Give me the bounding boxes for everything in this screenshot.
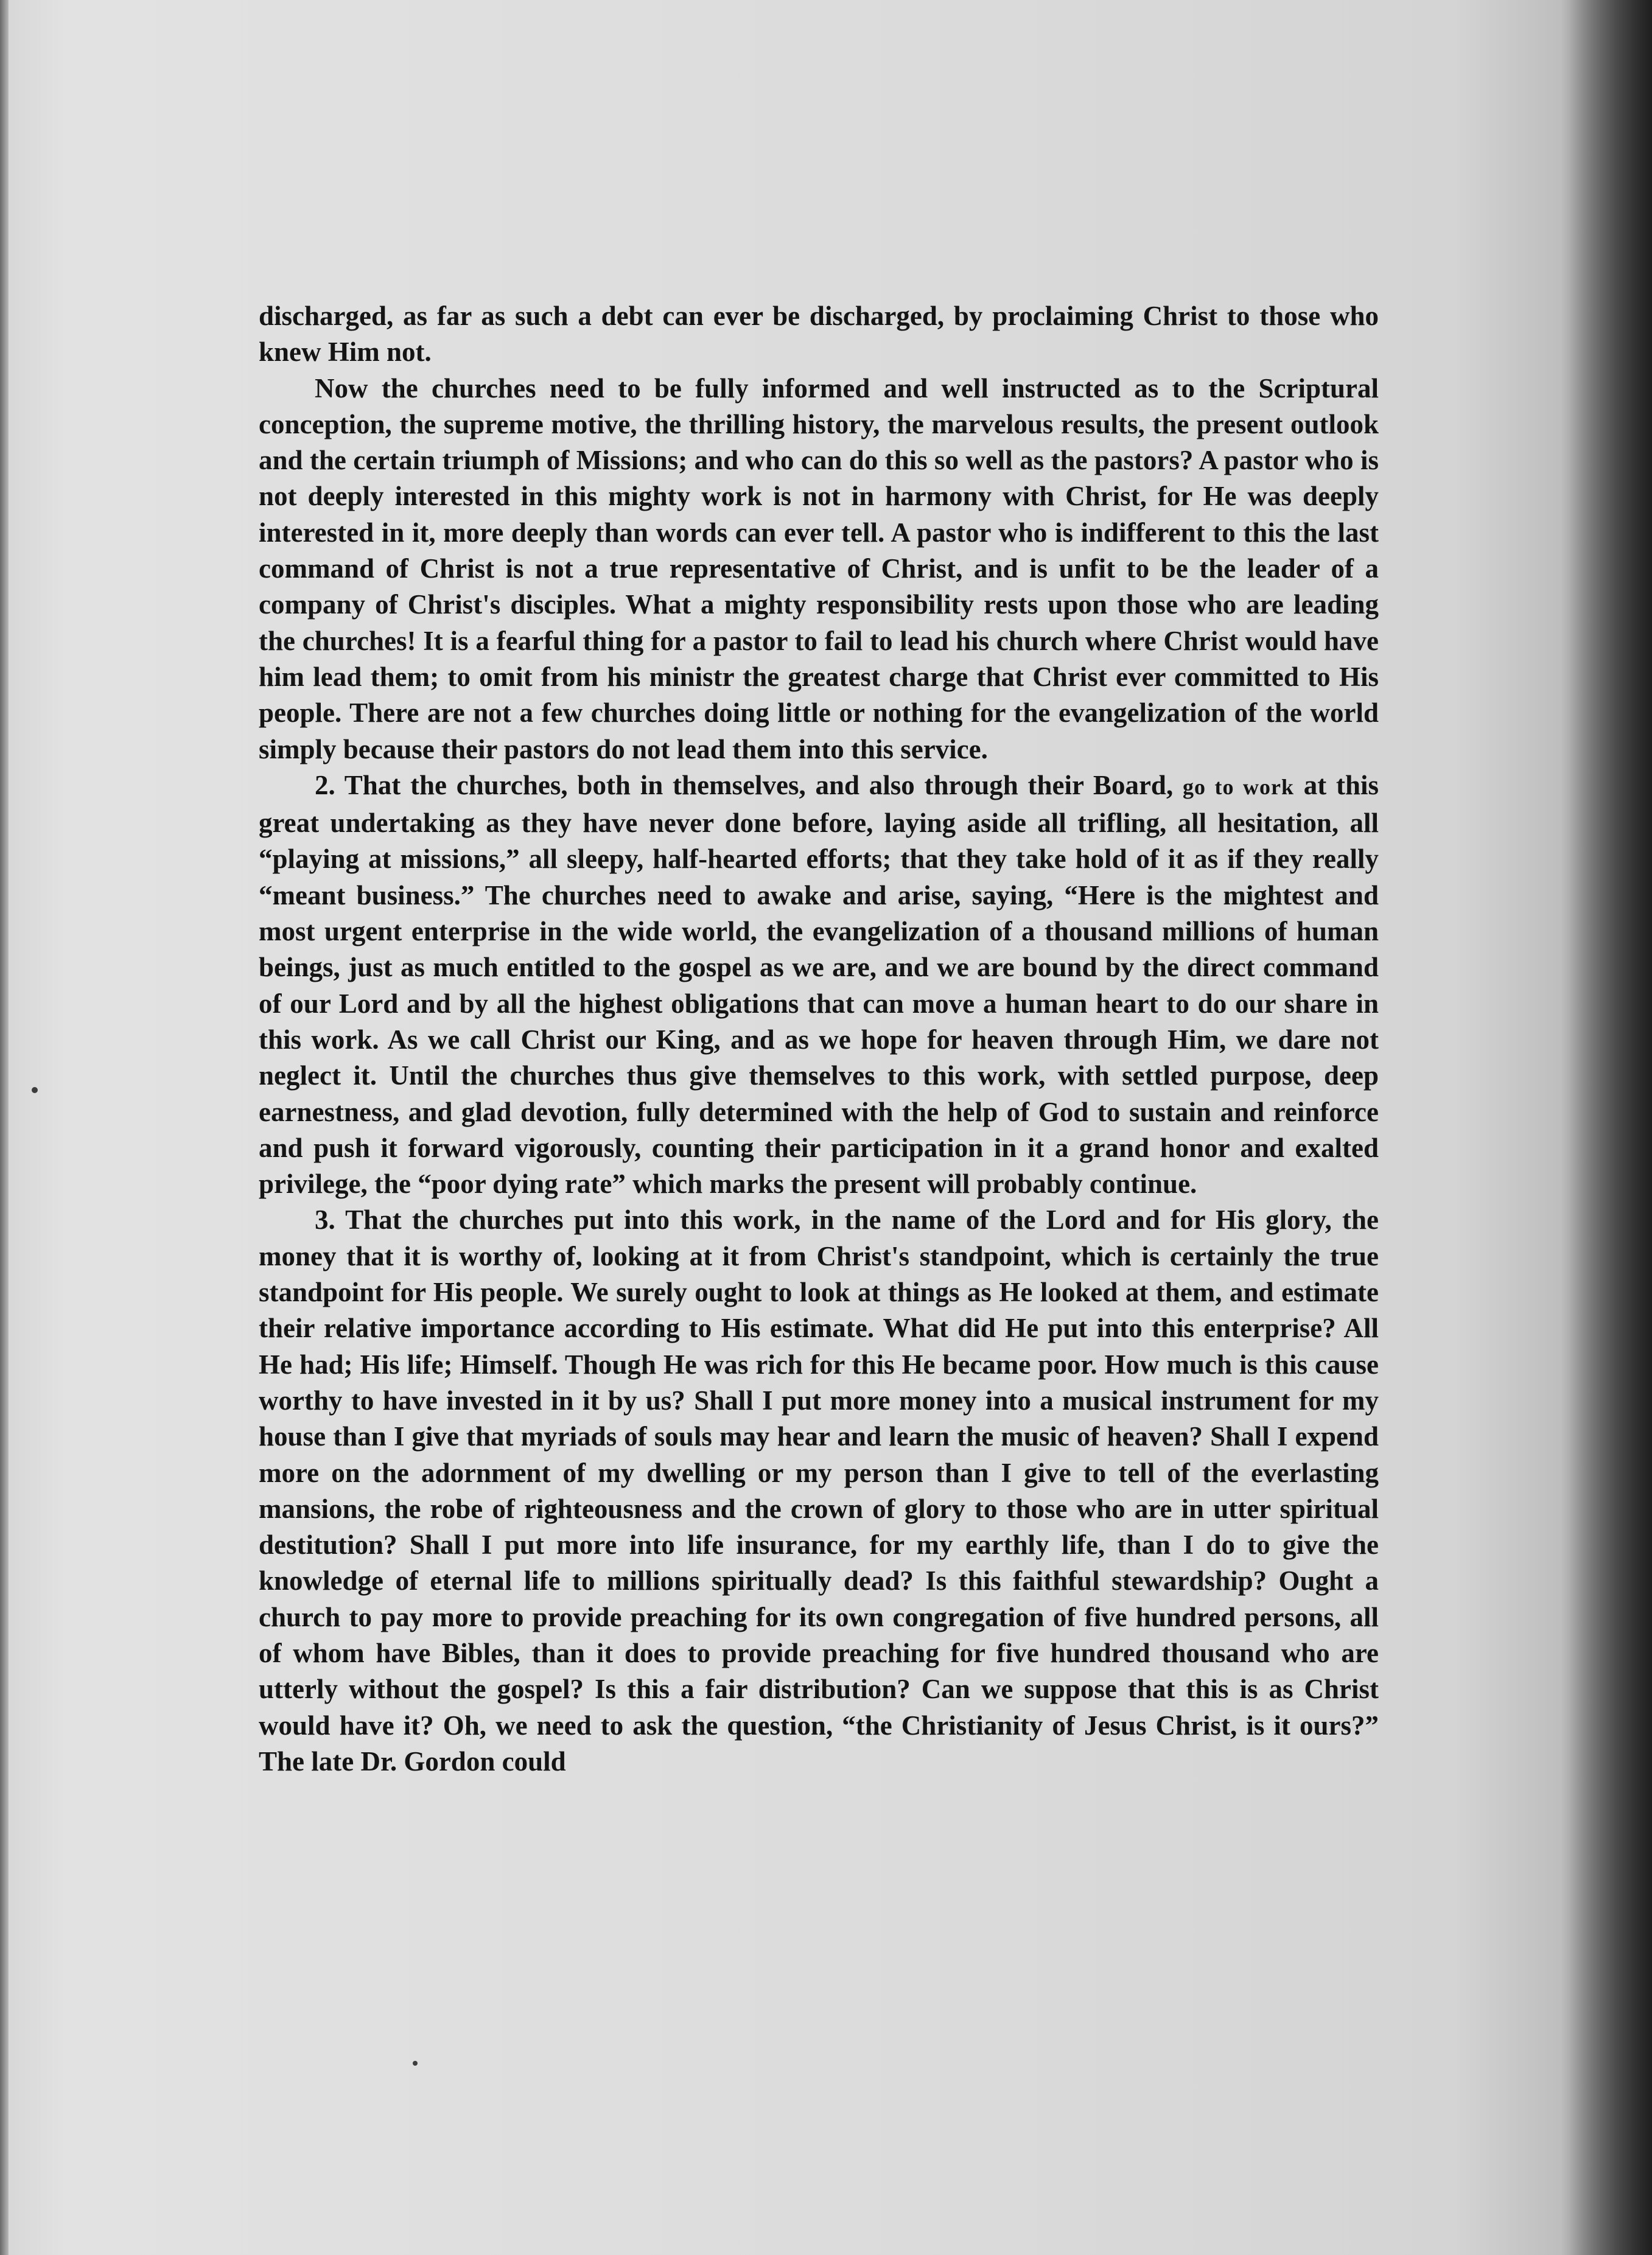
ink-dot xyxy=(32,1087,38,1093)
paragraph-text: That the churches put into this work, in the name of the Lord and for His glory, the money that it is worthy of, looking at it from Christ's standpoint, which is certainly the true standpoint for His people. We surely ought to look at things as He looked at them, and estimate their relative importance according to His estimate. What did He put into this enterprise? All He had; His life; Himself. Though He was rich for this He became poor. How much is this cause worthy to have invested in it by us? Shall I put more money into a musical instrument for my house than I give that myriads of souls may hear and learn the music of heaven? Shall I expend more on the adornment of my dwelling or my person than I give to tell of the everlasting mansions, the robe of righteousness and the crown of glory to those who are in utter spiritual destitution? Shall I put more into life insurance, for my earthly life, than I do to give the knowledge of eternal life to millions spiritually dead? Is this faithful stewardship? Ought a church to pay more to provide preaching for its own congregation of five hundred persons, all of whom have Bibles, than it does to provide preaching for five hundred thousand who are utterly without the gospel? Is this a fair distribution? Can we suppose that this is as Christ would have it? Oh, we need to ask the question, “the Christianity of Jesus Christ, is it ours?” The late Dr. Gordon could xyxy=(259,1204,1379,1777)
body-text xyxy=(259,298,1379,1780)
paragraph-text: at this great undertaking as they have never done before, laying aside all trifling, all hesitation, all “playing at missions,” all sleepy, half-hearted efforts; that they take hold of it as if they really “meant business.” The churches need to awake and arise, saying, “Here is the mightest and most urgent enterprise in the wide world, the evangelization of a thousand millions of human beings, just as much entitled to the gospel as we are, and we are bound by the direct command of our Lord and by all the highest obligations that can move a human heart to do our share in this work. As we call Christ our King, and as we hope for heaven through Him, we dare not neglect it. Until the churches thus give themselves to this work, with settled purpose, deep earnestness, and glad devotion, fully determined with the help of God to sustain and reinforce and push it forward vigorously, counting their participation in it a grand honor and exalted privilege, the “poor dying rate” which marks the present will probably continue. xyxy=(259,769,1379,1200)
item-number: 3. xyxy=(315,1204,335,1236)
page-right-shadow xyxy=(1561,0,1652,2255)
small-caps-text: go to work xyxy=(1182,774,1294,799)
paragraph-text: the churches, both in themselves, and also through their Board, xyxy=(410,769,1174,800)
item-number: 2. That xyxy=(315,769,401,800)
paragraph-item-2 xyxy=(259,767,1379,1203)
paragraph: Now the churches need to be fully informed and well instructed as to the Scriptural conception, the supreme motive, the thrilling history, the marvelous results, the present outlook and the certain triumph of Missions; and who can do this so well as the pastors? A pastor who is not deeply interested in this mighty work is not in harmony with Christ, for He was deeply interested in it, more deeply than words can ever tell. A pastor who is indifferent to this the last command of Christ is not a true representative of Christ, and is unfit to be the leader of a company of Christ's disciples. What a mighty responsibility rests upon those who are leading the churches! It is a fearful thing for a pastor to fail to lead his church where Christ would have him lead them; to omit from his ministr the greatest charge that Christ ever committed to His people. There are not a few churches doing little or nothing for the evangelization of the world simply because their pastors do not lead them into this service. xyxy=(259,372,1379,764)
page-left-edge xyxy=(0,0,9,2255)
paragraph-item-3 xyxy=(259,1202,1379,1780)
paragraph: discharged, as far as such a debt can ever be discharged, by proclaiming Christ to those who knew Him not. xyxy=(259,301,1379,368)
ink-dot xyxy=(413,2061,418,2066)
